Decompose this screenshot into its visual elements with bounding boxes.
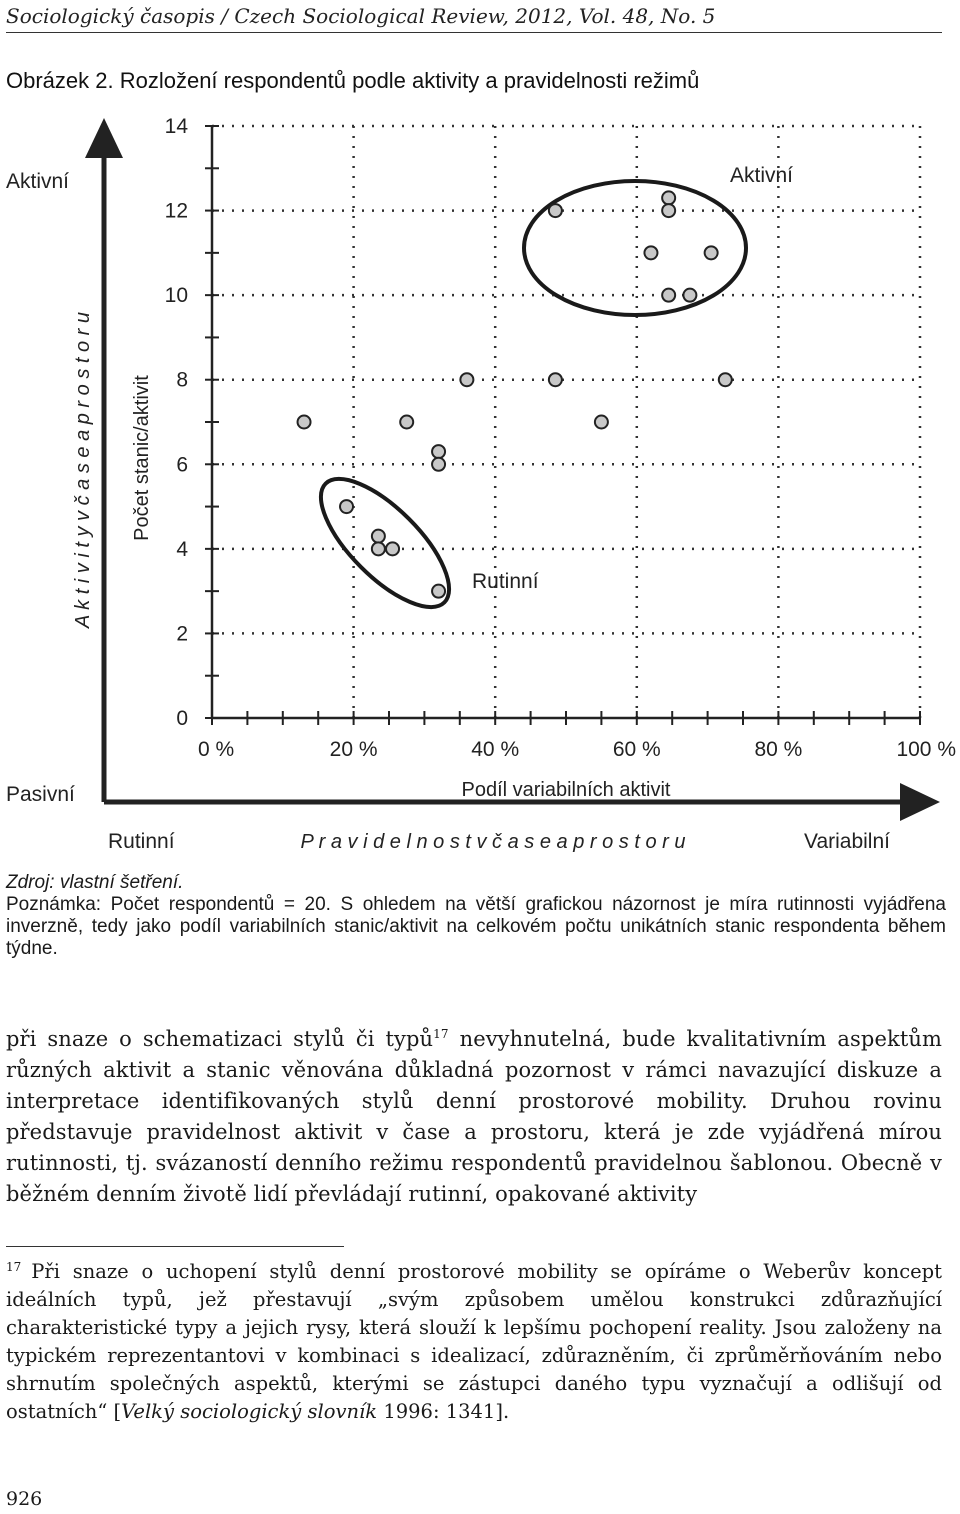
figure-source (6, 872, 946, 960)
data-point (662, 191, 675, 204)
data-point (372, 542, 385, 555)
x-tick-label: 0 % (198, 738, 235, 761)
y-tick-label: 2 (176, 622, 188, 646)
y-tick-label: 12 (164, 199, 188, 223)
running-title: Sociologický časopis / Czech Sociological Review, 2012, Vol. 48, No. 5 (6, 4, 716, 28)
y-tick-label: 0 (176, 707, 188, 730)
x-tick-label: 80 % (754, 738, 803, 761)
data-point (432, 585, 445, 598)
data-point (595, 416, 608, 429)
figure-note: Poznámka: Počet respondentů = 20. S ohledem na větší grafickou názornost je míra rutinnosti vyjádřena inverzně, tedy jako podíl variabilních stanic/aktivit na celkovém počtu unikátních stanic respondenta během týdne. (6, 894, 946, 959)
data-point (705, 246, 718, 259)
x-tick-label: 60 % (612, 738, 661, 761)
figure-caption: Obrázek 2. Rozložení respondentů podle aktivity a pravidelnosti režimů (6, 68, 700, 93)
body-text-rest: nevyhnutelná, bude kvalitativním aspektům různých aktivit a stanic věnována důkladná pozornost v rámci navazující diskuze a interpretace identifikovaných stylů denní prostorové mobility. Druhou rovinu představuje pravidelnost aktivit v čase a prostoru, která je zde vyjádřená mírou rutinnosti, tj. svázaností denního režimu respondentů pravidelnou šablonou. Obecně v běžném denním životě lidí převládají rutinní, opakované aktivity (6, 1027, 943, 1206)
page-number: 926 (6, 1488, 43, 1510)
outer-y-top-label: Aktivní (6, 170, 70, 193)
data-point (400, 416, 413, 429)
footnote-number: 17 (6, 1259, 22, 1274)
data-point (460, 373, 473, 386)
footnote-citation-title: Velký sociologický slovník (121, 1400, 378, 1423)
x-tick-label: 100 % (896, 738, 956, 761)
x-tick-label: 40 % (471, 738, 520, 761)
data-point (432, 458, 445, 471)
outer-x-arrow-icon (900, 783, 940, 821)
routine-cluster-ellipse (302, 460, 469, 627)
footnote (6, 1258, 942, 1426)
outer-x-axis-title: P r a v i d e l n o s t v č a s e a p r o s t o r u (300, 831, 686, 853)
y-tick-label: 6 (176, 453, 188, 477)
x-axis-title: Podíl variabilních aktivit (461, 779, 671, 801)
body-paragraph (6, 1024, 942, 1210)
x-tick-label: 20 % (329, 738, 378, 761)
data-point (662, 289, 675, 302)
data-point (662, 204, 675, 217)
y-tick-label: 4 (176, 537, 188, 561)
data-point (372, 530, 385, 543)
outer-y-bottom-label: Pasivní (6, 783, 75, 806)
outer-x-left-label: Rutinní (108, 830, 175, 853)
data-point (549, 204, 562, 217)
data-point (644, 246, 657, 259)
active-cluster-label: Aktivní (730, 164, 794, 187)
source-line: Zdroj: vlastní šetření. (6, 872, 184, 893)
data-point (683, 289, 696, 302)
outer-y-arrow-icon (85, 118, 123, 158)
data-point (719, 373, 732, 386)
body-text-start: při snaze o schematizaci stylů či typů (6, 1027, 434, 1051)
outer-y-axis-title: A k t i v i t y v č a s e a p r o s t o r u (72, 311, 94, 629)
data-point (298, 416, 311, 429)
footnote-rule (6, 1246, 344, 1247)
y-tick-label: 10 (164, 284, 188, 308)
footnote-text: Při snaze o uchopení stylů denní prostorové mobility se opíráme o Weberův koncept ideálních typů, jež přestavují „svým způsobem umělou konstrukci zdůrazňující charakteristické typy a jejich rysy, která slouží k lepšímu pochopení reality. Jsou založeny na typickém reprezentantovi v kombinaci s idealizací, zdůrazněním, či zprůměrňováním nebo shrnutím společných aspektů, kterými se zástupci daného typu vyznačují a odlišují od ostatních“ [ (6, 1260, 942, 1423)
cluster-ellipses (302, 181, 746, 626)
data-point (386, 542, 399, 555)
data-point (340, 500, 353, 513)
data-point (432, 445, 445, 458)
y-tick-label: 8 (176, 368, 188, 392)
routine-cluster-label: Rutinní (472, 570, 539, 593)
data-point (549, 373, 562, 386)
outer-x-right-label: Variabilní (804, 830, 890, 853)
footnote-text-end: 1996: 1341]. (377, 1400, 510, 1423)
chart-points (298, 191, 732, 597)
chart-grid (212, 126, 920, 718)
y-tick-label: 14 (164, 115, 188, 138)
footnote-ref[interactable]: 17 (433, 1027, 449, 1041)
y-axis-title: Počet stanic/aktivit (131, 375, 153, 541)
